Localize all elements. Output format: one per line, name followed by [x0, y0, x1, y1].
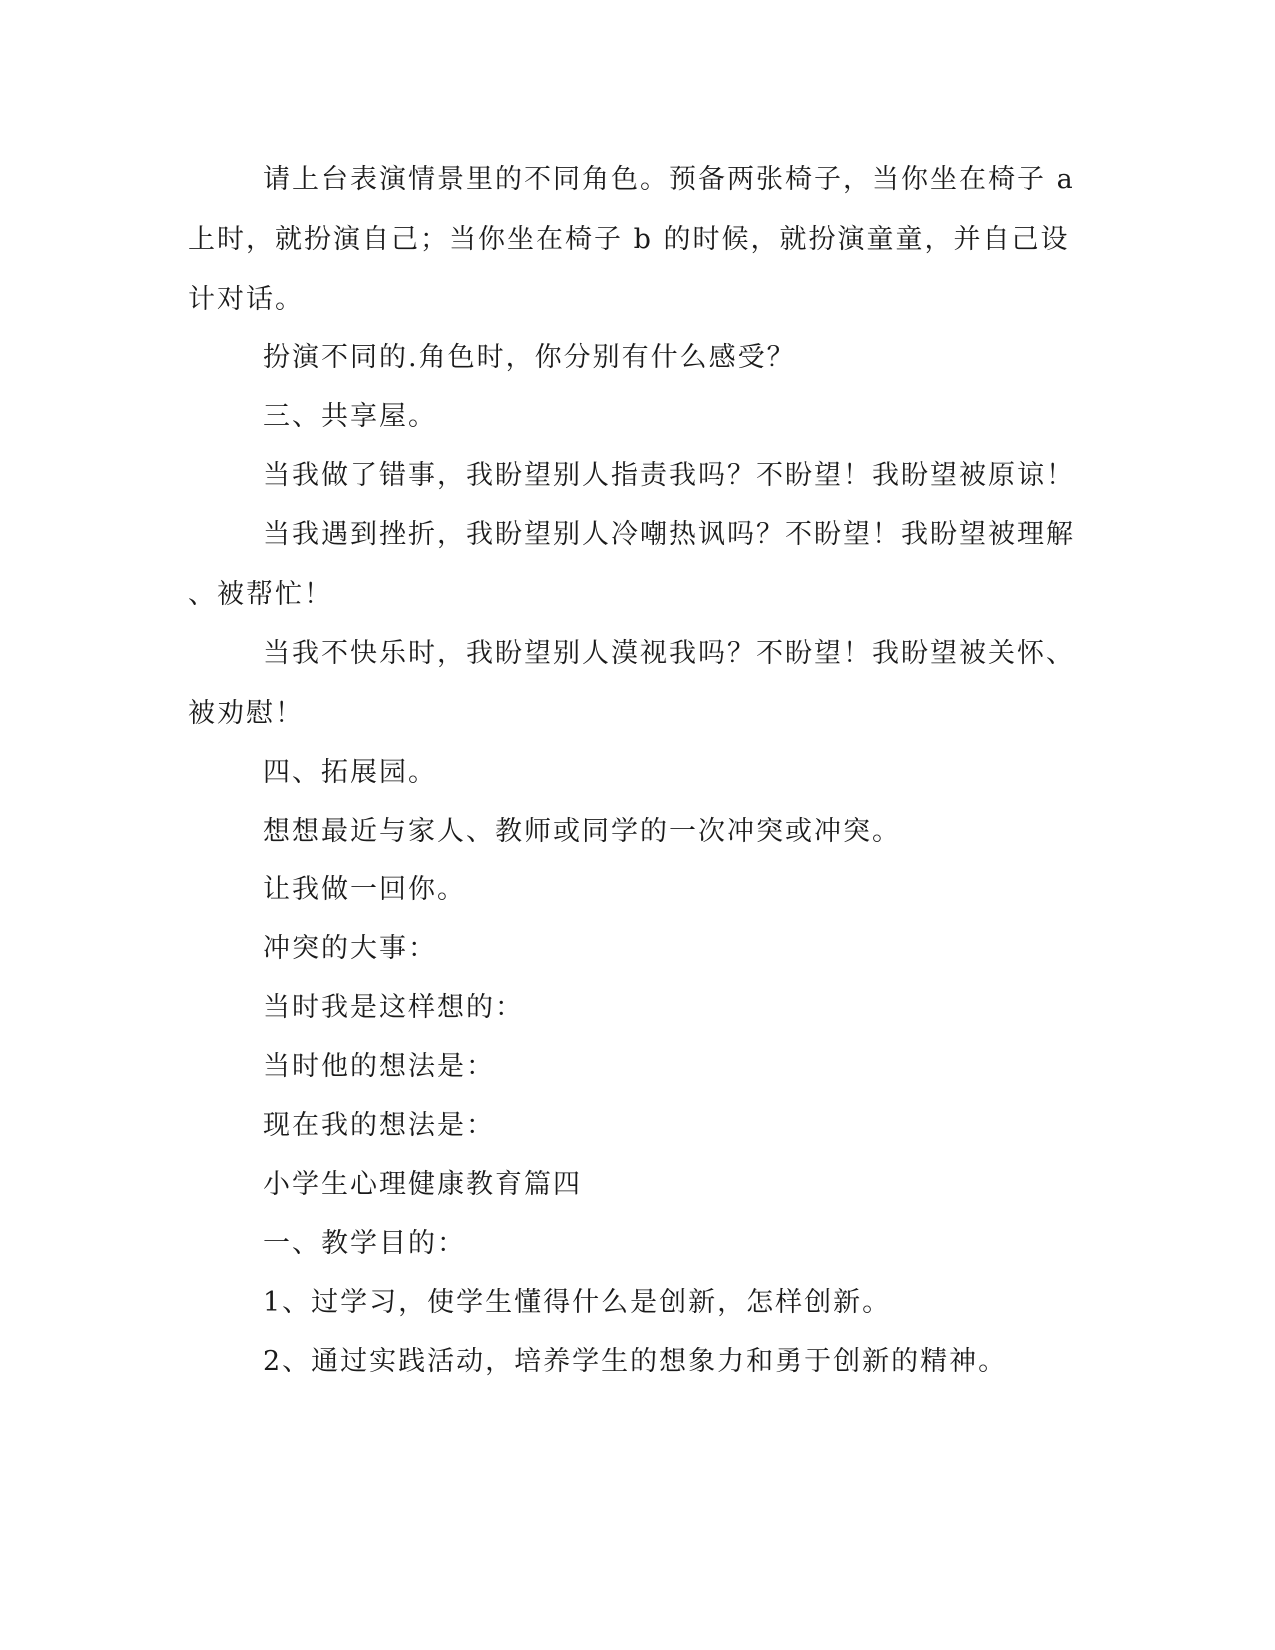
text-line: 扮演不同的.角色时，你分别有什么感受？: [263, 342, 796, 373]
text-line: 让我做一回你。: [263, 874, 466, 905]
section-heading-expand: [188, 743, 1068, 803]
paragraph-mistake: [188, 446, 1075, 506]
paragraph-setback: [188, 505, 1075, 625]
text-line: 当我不快乐时，我盼望别人漠视我吗？不盼望！我盼望被关怀、: [263, 638, 1075, 669]
text-line: 想想最近与家人、教师或同学的一次冲突或冲突。: [263, 816, 901, 847]
text-line: 2、通过实践活动，培养学生的想象力和勇于创新的精神。: [263, 1346, 1008, 1377]
text-line: 当时我是这样想的：: [263, 992, 524, 1023]
paragraph-be-you: [188, 860, 1068, 920]
text-line: 冲突的大事：: [263, 933, 437, 964]
text-line: 一、教学目的：: [263, 1228, 466, 1259]
goal-item-2: [188, 1332, 1068, 1392]
text-line: 当时他的想法是：: [263, 1051, 495, 1082]
section-title-part-four: [188, 1155, 1068, 1215]
text-line: 请上台表演情景里的不同角色。预备两张椅子，当你坐在椅子 a: [263, 164, 1075, 195]
text-line: 四、拓展园。: [263, 757, 437, 788]
section-heading-goals: [188, 1214, 1068, 1274]
text-line: 现在我的想法是：: [263, 1110, 495, 1141]
text-line: 计对话。: [188, 284, 304, 315]
paragraph-recent-conflict: [188, 802, 1068, 862]
text-line: 上时，就扮演自己；当你坐在椅子 b 的时候，就扮演童童，并自己设: [188, 224, 1070, 255]
paragraph-his-thought: [188, 1037, 1068, 1097]
text-line: 当我做了错事，我盼望别人指责我吗？不盼望！我盼望被原谅！: [263, 460, 1075, 491]
text-line: 被劝慰！: [188, 698, 304, 729]
paragraph-conflict-event: [188, 919, 1068, 979]
text-line: 三、共享屋。: [263, 401, 437, 432]
text-line: 1、过学习，使学生懂得什么是创新，怎样创新。: [263, 1287, 892, 1318]
paragraph-my-thought-now: [188, 1096, 1068, 1156]
text-line: 、被帮忙！: [188, 579, 333, 610]
paragraph-feelings-question: [188, 328, 1068, 388]
text-line: 当我遇到挫折，我盼望别人冷嘲热讽吗？不盼望！我盼望被理解: [263, 519, 1075, 550]
goal-item-1: [188, 1273, 1068, 1333]
paragraph-role-play: [188, 150, 1075, 330]
section-heading-share: [188, 387, 1068, 447]
text-line: 小学生心理健康教育篇四: [263, 1169, 582, 1200]
paragraph-unhappy: [188, 624, 1075, 744]
paragraph-my-thought-then: [188, 978, 1068, 1038]
